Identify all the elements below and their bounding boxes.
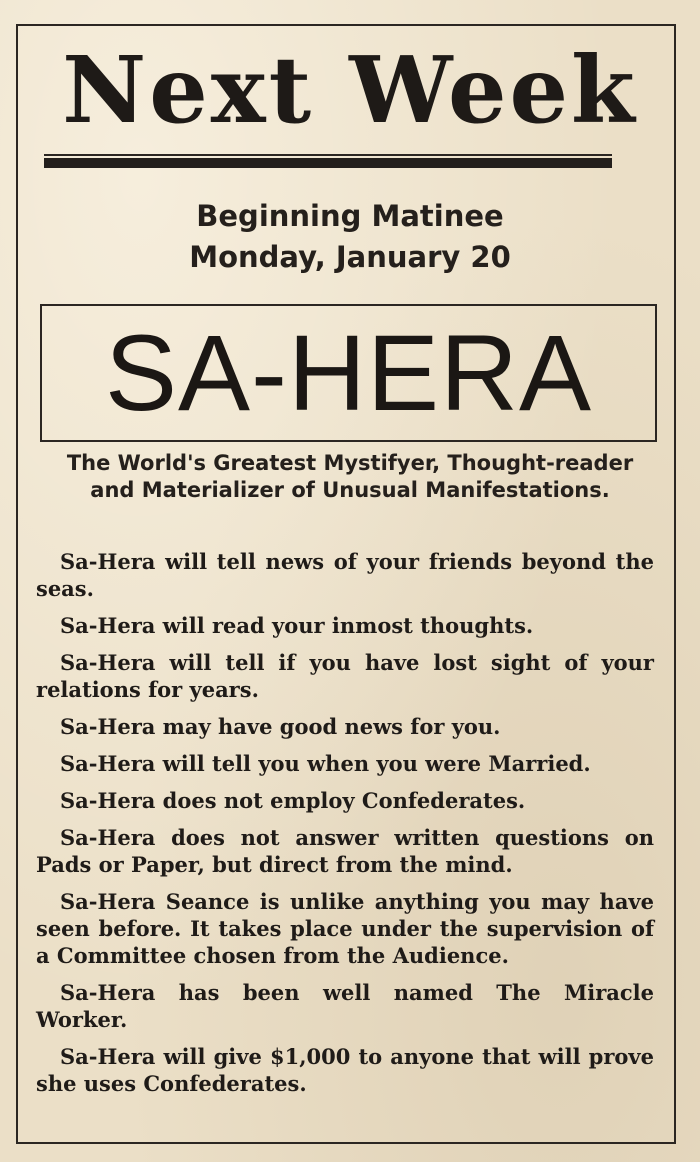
schedule-line-2: Monday, January 20	[189, 240, 511, 274]
statement-list	[36, 548, 654, 1107]
statement: Sa-Hera does not answer written questions on Pads or Paper, but direct from the mind.	[36, 825, 654, 877]
performer-name: SA-HERA	[104, 312, 593, 433]
statement: Sa-Hera will tell if you have lost sight of your relations for years.	[36, 650, 654, 702]
performer-name-box	[40, 304, 657, 442]
schedule-block	[20, 196, 680, 278]
headline: Next Week	[62, 36, 638, 144]
statement: Sa-Hera has been well named The Miracle Worker.	[36, 980, 654, 1032]
performer-tagline: The World's Greatest Mystifyer, Thought-reader and Materializer of Unusual Manifestations.	[66, 451, 634, 502]
statement: Sa-Hera does not employ Confederates.	[60, 788, 526, 813]
headline-rule-thick	[44, 158, 612, 168]
schedule-line-1: Beginning Matinee	[196, 199, 504, 233]
statement: Sa-Hera will tell news of your friends beyond the seas.	[36, 549, 654, 601]
statement: Sa-Hera will give $1,000 to anyone that will prove she uses Confederates.	[36, 1044, 654, 1096]
statement: Sa-Hera will read your inmost thoughts.	[60, 613, 534, 638]
statement: Sa-Hera may have good news for you.	[60, 714, 501, 739]
headline-rule-thin	[44, 154, 612, 156]
statement: Sa-Hera will tell you when you were Married.	[60, 751, 591, 776]
statement: Sa-Hera Seance is unlike anything you may have seen before. It takes place under the supervision of a Committee chosen from the Audience.	[36, 889, 654, 968]
